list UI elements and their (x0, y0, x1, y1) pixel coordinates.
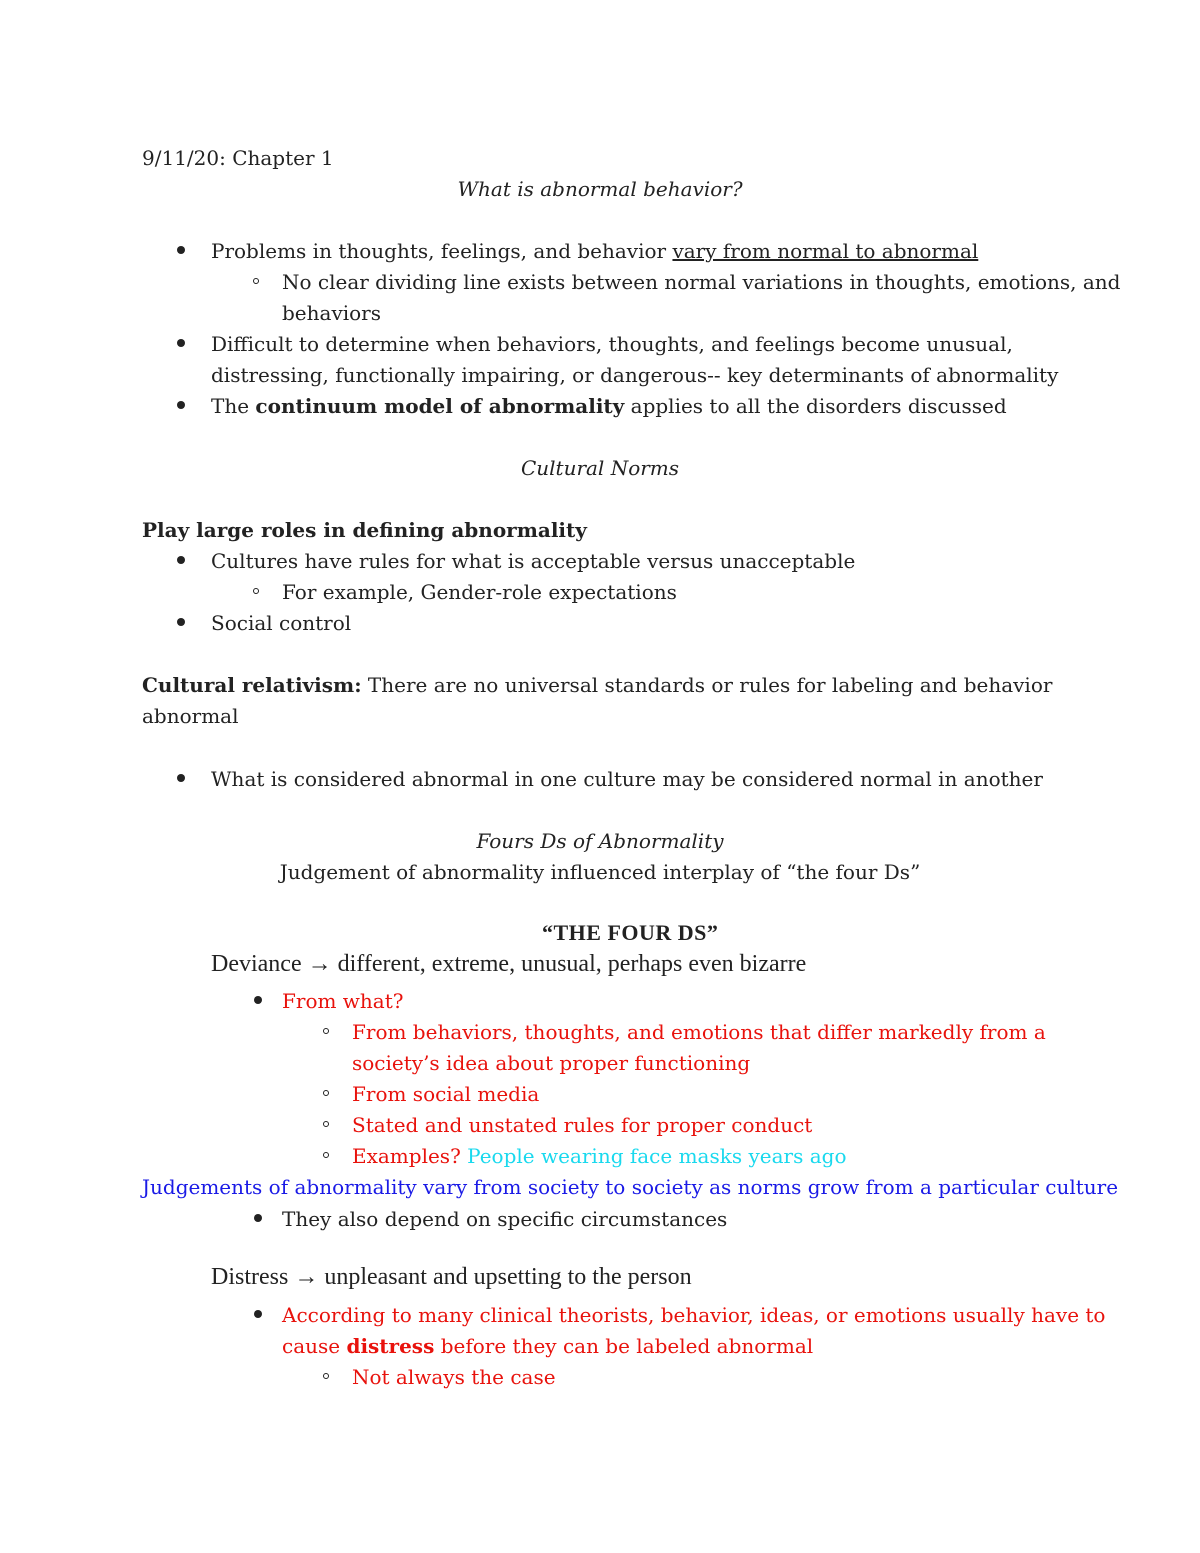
bullet-dot (254, 1310, 262, 1318)
sub-bullet-circle (323, 1152, 329, 1158)
underlined-phrase: vary from normal to abnormal (672, 239, 979, 263)
sub-bullet-circle (323, 1090, 329, 1096)
sub-list-item: For example, Gender-role expectations (282, 580, 677, 604)
list-item: Social control (211, 611, 352, 635)
bold-term: continuum model of abnormality (255, 394, 625, 418)
list-item: Problems in thoughts, feelings, and behavior vary from normal to abnormal (211, 239, 979, 263)
sub-list-item: From social media (352, 1082, 540, 1106)
section-title-cultural-norms: Cultural Norms (520, 456, 680, 480)
highlighted-example: People wearing face masks years ago (460, 1144, 847, 1168)
sub-list-item: Examples? People wearing face masks years ago (352, 1144, 847, 1168)
section-subtitle: Judgement of abnormality influenced interplay of “the four Ds” (279, 860, 921, 884)
section-title-abnormal-behavior: What is abnormal behavior? (457, 177, 743, 201)
list-item-line: distressing, functionally impairing, or dangerous-- key determinants of abnormality (211, 363, 1059, 387)
sub-bullet-circle (323, 1028, 329, 1034)
list-item: What is considered abnormal in one culture may be considered normal in another (211, 767, 1043, 791)
definition-line: Cultural relativism: There are no universal standards or rules for labeling and behavior (142, 673, 1053, 697)
sub-bullet-circle (253, 588, 259, 594)
sub-list-item-line: behaviors (282, 301, 382, 325)
bullet-dot (177, 401, 185, 409)
bullet-dot (177, 339, 185, 347)
sub-bullet-circle (323, 1373, 329, 1379)
bullet-dot (177, 556, 185, 564)
deviance-heading: Deviance → different, extreme, unusual, perhaps even bizarre (211, 951, 807, 977)
definition-line: abnormal (142, 704, 239, 728)
blue-note-line: Judgements of abnormality vary from society to society as norms grow from a particular culture (142, 1175, 1119, 1199)
list-item-line: cause distress before they can be labeled abnormal (282, 1334, 814, 1358)
sub-list-item-line: From behaviors, thoughts, and emotions that differ markedly from a (352, 1020, 1046, 1044)
bold-term: distress (346, 1334, 435, 1358)
section-heading: Play large roles in defining abnormality (142, 518, 587, 542)
bold-term: Cultural relativism: (142, 673, 362, 697)
list-item: The continuum model of abnormality applies to all the disorders discussed (211, 394, 1007, 418)
list-item-line: Difficult to determine when behaviors, thoughts, and feelings become unusual, (211, 332, 1013, 356)
bullet-dot (177, 246, 185, 254)
bullet-dot (254, 996, 262, 1004)
sub-list-item-line: society’s idea about proper functioning (352, 1051, 751, 1075)
distress-heading: Distress → unpleasant and upsetting to the person (211, 1264, 692, 1290)
sub-bullet-circle (253, 278, 259, 284)
bullet-dot (177, 618, 185, 626)
sub-list-item: Stated and unstated rules for proper conduct (352, 1113, 813, 1137)
list-item: They also depend on specific circumstances (282, 1207, 728, 1231)
list-item: From what? (282, 989, 404, 1013)
date-chapter-line: 9/11/20: Chapter 1 (142, 146, 334, 170)
list-item-line: According to many clinical theorists, behavior, ideas, or emotions usually have to (282, 1303, 1106, 1327)
sub-bullet-circle (323, 1121, 329, 1127)
sub-list-item-line: No clear dividing line exists between normal variations in thoughts, emotions, and (282, 270, 1121, 294)
list-item: Cultures have rules for what is acceptable versus unacceptable (211, 549, 856, 573)
bullet-dot (177, 774, 185, 782)
four-ds-heading: “THE FOUR DS” (542, 920, 719, 945)
section-title-four-ds: Fours Ds of Abnormality (476, 829, 724, 853)
sub-list-item: Not always the case (352, 1365, 556, 1389)
bullet-dot (254, 1214, 262, 1222)
